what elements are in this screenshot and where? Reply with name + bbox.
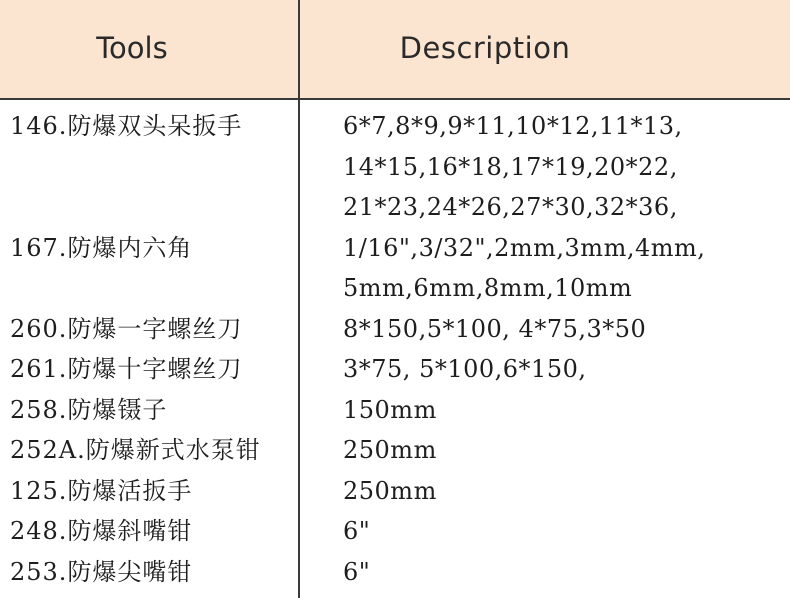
tool-name: 258.防爆镊子 [10, 395, 168, 424]
description-line: 21*23,24*26,27*30,32*36, [343, 193, 678, 221]
description-line: 250mm [343, 476, 437, 505]
description-line: 8*150,5*100, 4*75,3*50 [343, 314, 647, 343]
tool-name: 146.防爆双头呆扳手 [10, 112, 243, 140]
table-row [0, 390, 790, 431]
table-row [0, 471, 790, 512]
tool-description [343, 228, 788, 309]
table-row [0, 309, 790, 350]
table-row [0, 511, 790, 552]
tool-name: 125.防爆活扳手 [10, 476, 193, 505]
tool-name: 252A.防爆新式水泵钳 [10, 436, 261, 464]
description-line: 5mm,6mm,8mm,10mm [343, 274, 633, 302]
description-line: 6" [343, 557, 371, 586]
tool-description [343, 309, 788, 350]
table-row [0, 106, 790, 228]
table-header [0, 0, 790, 100]
tool-name: 253.防爆尖嘴钳 [10, 557, 193, 586]
description-line: 250mm [343, 436, 437, 464]
tool-description [343, 552, 788, 593]
header-description: Description [399, 31, 571, 65]
tool-name: 167.防爆内六角 [10, 233, 193, 262]
table-row [0, 430, 790, 471]
table-row [0, 228, 790, 309]
tool-name: 260.防爆一字螺丝刀 [10, 314, 243, 343]
tool-name: 261.防爆十字螺丝刀 [10, 355, 243, 383]
tool-name: 248.防爆斜嘴钳 [10, 517, 193, 545]
description-line: 6*7,8*9,9*11,10*12,11*13, [343, 112, 683, 140]
tool-description [343, 106, 788, 228]
tool-description [343, 471, 788, 512]
description-line: 3*75, 5*100,6*150, [343, 355, 587, 383]
tool-description [343, 390, 788, 431]
description-line: 1/16",3/32",2mm,3mm,4mm, [343, 233, 706, 262]
description-line: 6" [343, 517, 371, 545]
table-row [0, 552, 790, 593]
tool-description [343, 430, 788, 471]
table-body [0, 106, 790, 592]
tool-description [343, 511, 788, 552]
tool-description [343, 349, 788, 390]
table-row [0, 349, 790, 390]
header-tools: Tools [96, 31, 168, 65]
description-line: 150mm [343, 395, 437, 424]
description-line: 14*15,16*18,17*19,20*22, [343, 152, 678, 181]
